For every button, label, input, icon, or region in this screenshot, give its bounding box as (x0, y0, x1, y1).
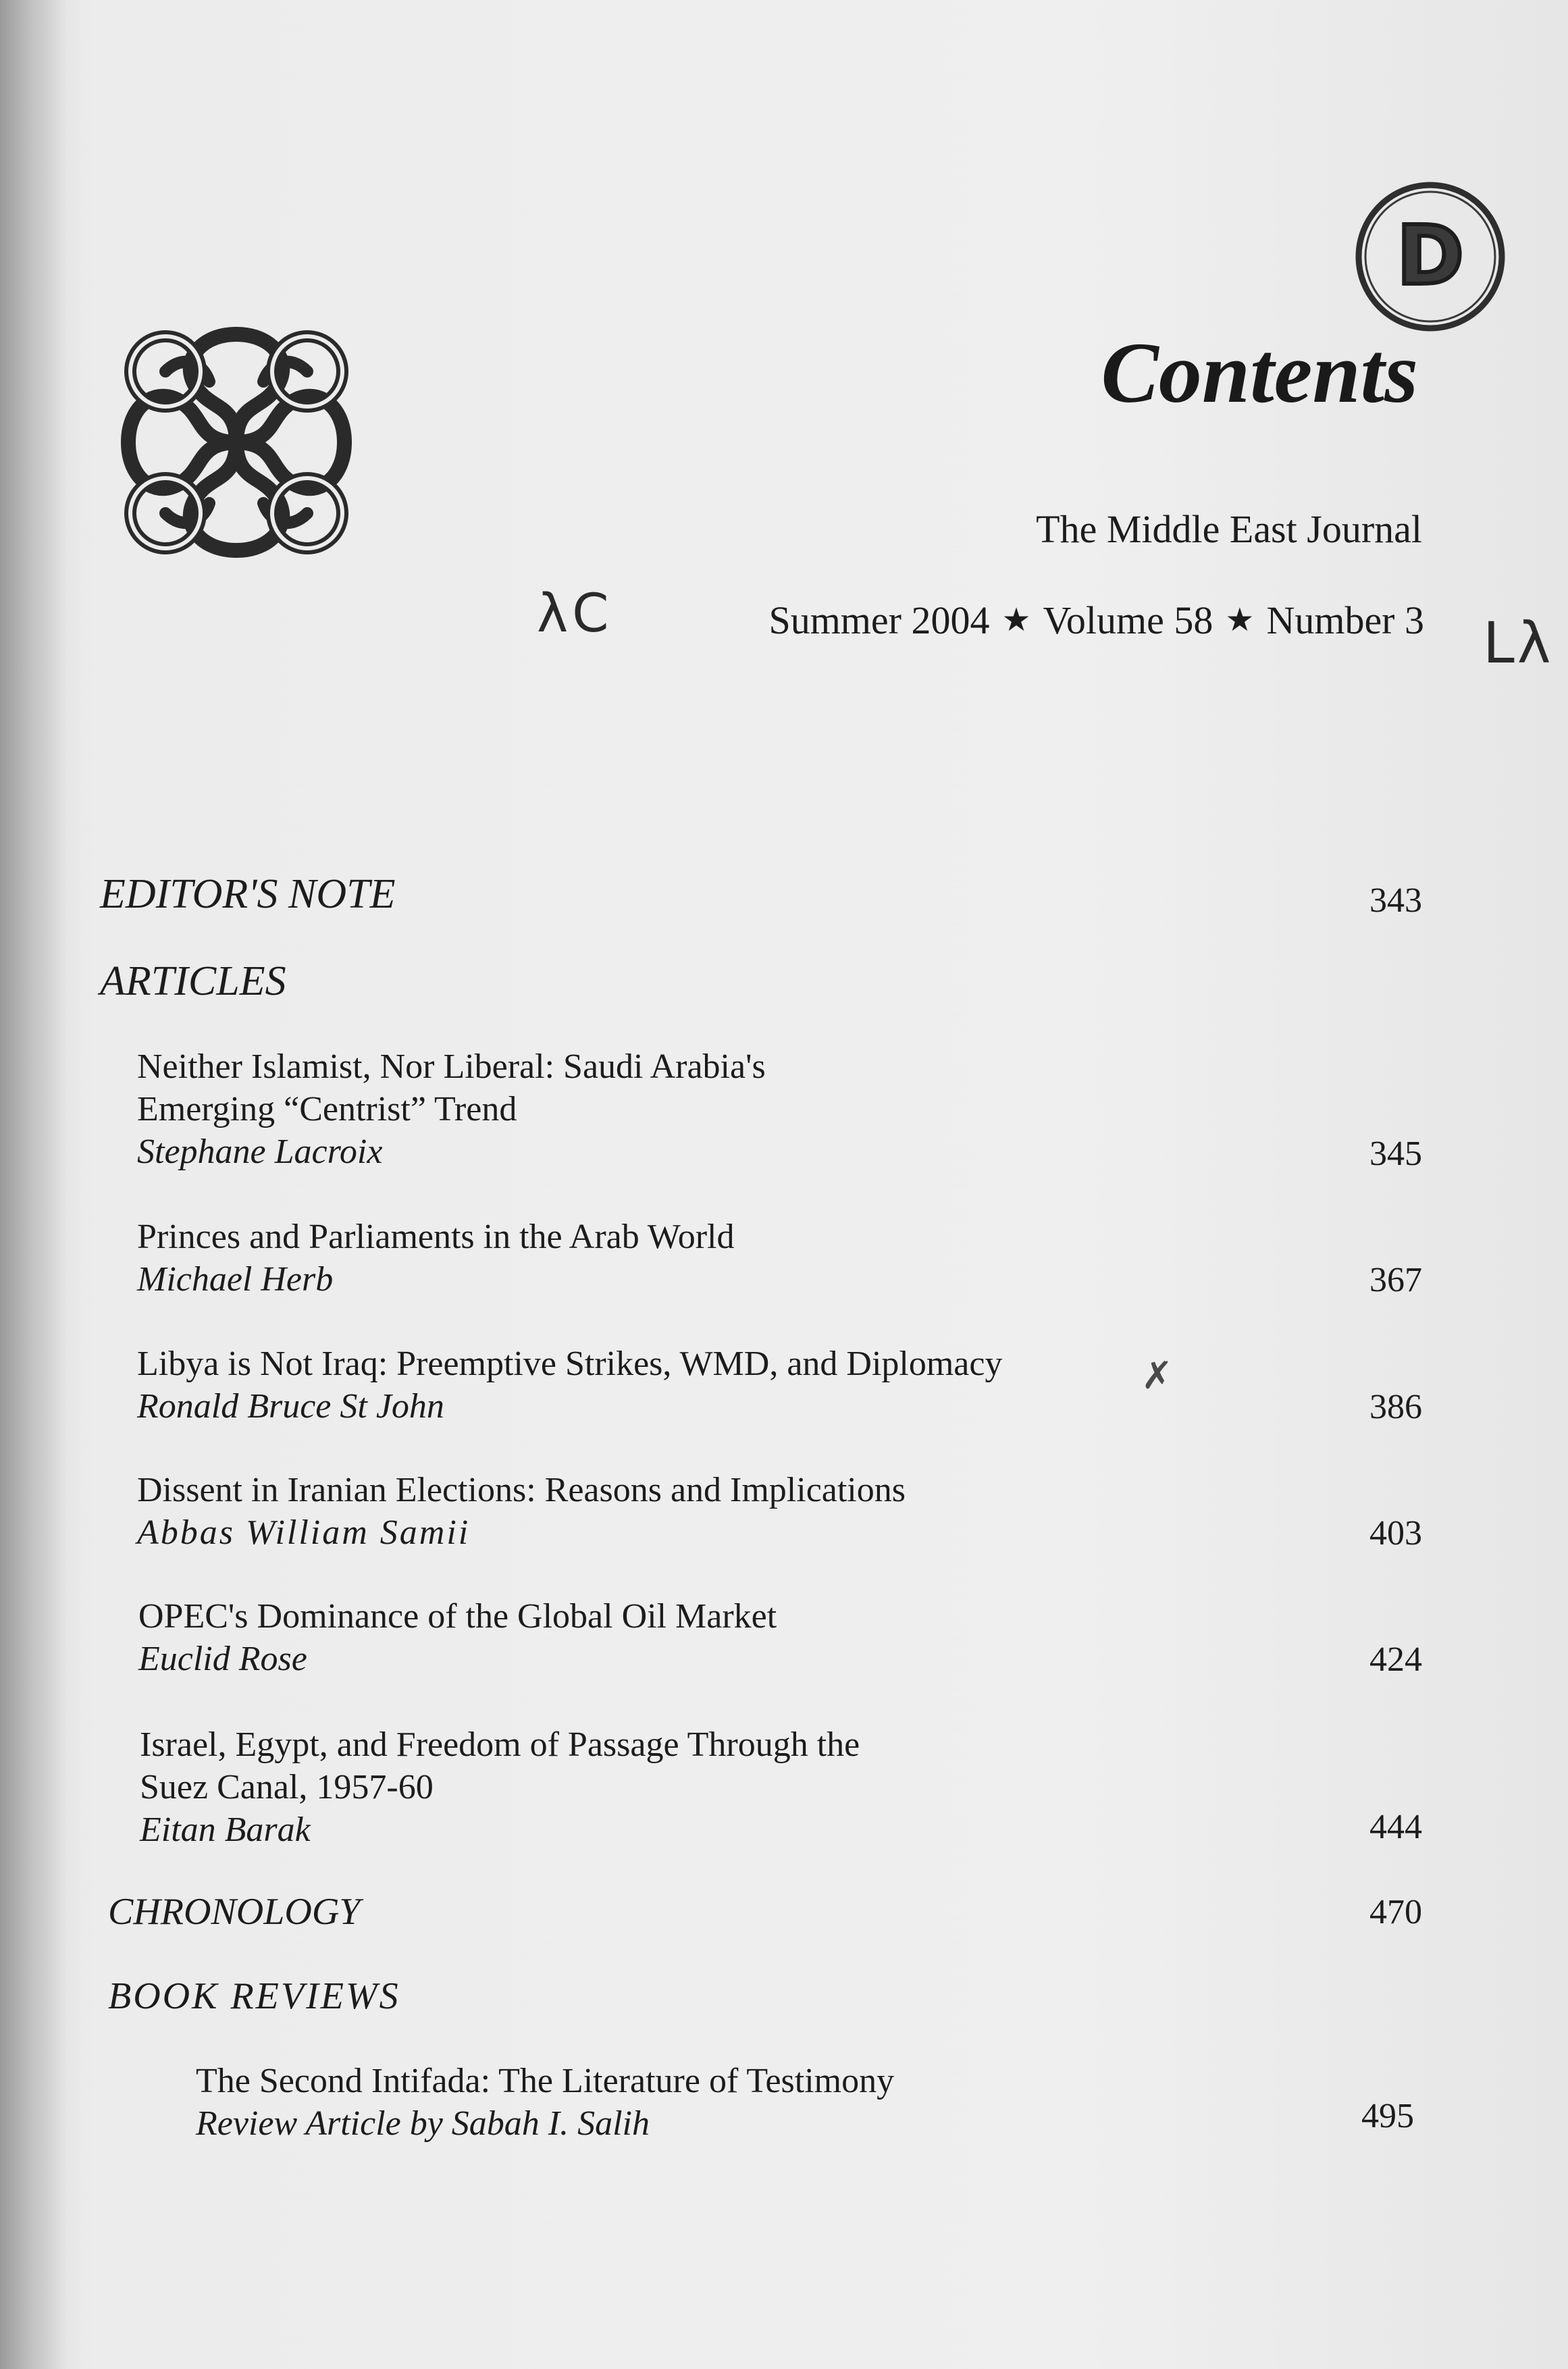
section-chronology: CHRONOLOGY (108, 1891, 361, 1933)
article-title-line: Princes and Parliaments in the Arab World (137, 1218, 735, 1256)
article-title-line: Neither Islamist, Nor Liberal: Saudi Arabia's (137, 1047, 766, 1086)
handwritten-check-mark: ✗ (1141, 1354, 1173, 1398)
page-number-article: 386 (1369, 1388, 1422, 1426)
page-number-article: 424 (1369, 1640, 1422, 1679)
issue-line (768, 598, 1424, 642)
page-number-editors-note: 343 (1369, 881, 1422, 920)
article-author: Eitan Barak (140, 1811, 311, 1849)
review-entry (196, 2060, 894, 2145)
stamp-letter: D (1396, 209, 1464, 303)
page-number-article: 367 (1369, 1261, 1422, 1299)
article-title-line: Israel, Egypt, and Freedom of Passage Through the (140, 1725, 860, 1764)
section-editors-note: EDITOR'S NOTE (100, 871, 396, 917)
page-number-article: 345 (1369, 1135, 1422, 1173)
section-book-reviews: BOOK REVIEWS (108, 1975, 400, 2017)
issue-season: Summer 2004 (768, 598, 990, 642)
article-title-line: Suez Canal, 1957-60 (140, 1768, 434, 1806)
handwritten-mark-left: λC (537, 583, 613, 644)
article-entry (137, 1469, 906, 1554)
spine-shadow (0, 0, 68, 2369)
article-entry (140, 1723, 860, 1851)
article-entry (137, 1343, 1002, 1428)
page-number-chronology: 470 (1369, 1893, 1422, 1931)
page-number-article: 403 (1369, 1514, 1422, 1553)
issue-number: Number 3 (1266, 598, 1424, 642)
page-number-article: 444 (1369, 1808, 1422, 1846)
article-author: Stephane Lacroix (137, 1133, 383, 1171)
article-author: Abbas William Samii (137, 1513, 471, 1552)
article-title-line: OPEC's Dominance of the Global Oil Market (138, 1597, 777, 1636)
handwritten-mark-right: Lλ (1483, 610, 1554, 676)
library-stamp-d (1349, 176, 1511, 338)
article-entry (137, 1045, 766, 1173)
article-author: Euclid Rose (138, 1640, 307, 1678)
review-title-line: The Second Intifada: The Literature of Testimony (196, 2062, 895, 2100)
article-author: Michael Herb (137, 1260, 334, 1299)
article-entry (138, 1595, 777, 1680)
star-icon: ★ (1001, 602, 1031, 638)
contents-title: Contents (1101, 325, 1418, 421)
page-number-review: 495 (1361, 2097, 1414, 2135)
journal-name: The Middle East Journal (1036, 507, 1422, 551)
issue-volume: Volume 58 (1043, 598, 1213, 642)
article-title-line: Dissent in Iranian Elections: Reasons and Implications (137, 1471, 906, 1509)
star-icon: ★ (1225, 602, 1255, 638)
article-title-line: Emerging “Centrist” Trend (137, 1090, 517, 1128)
knot-ornament-logo (101, 307, 371, 577)
article-entry (137, 1216, 734, 1301)
article-title-line: Libya is Not Iraq: Preemptive Strikes, WMD, and Diplomacy (137, 1345, 1003, 1383)
section-articles: ARTICLES (100, 958, 286, 1004)
review-author: Review Article by Sabah I. Salih (196, 2104, 650, 2143)
article-author: Ronald Bruce St John (137, 1387, 444, 1426)
